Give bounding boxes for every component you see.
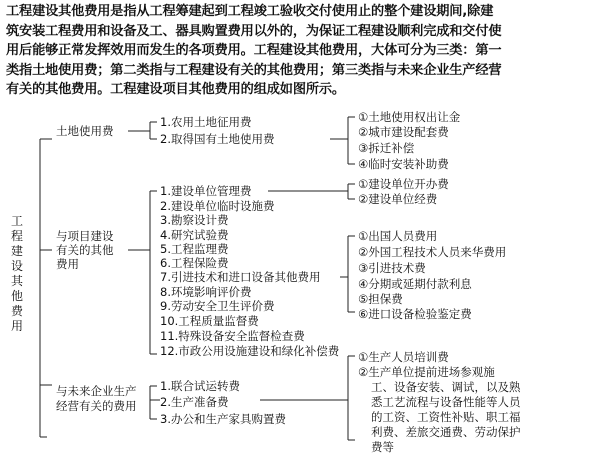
land-item: 1.农用土地征用费: [160, 115, 252, 129]
construction-item: 8.环境影响评价费: [160, 285, 252, 299]
root-label: 工程建设其他费用: [10, 214, 23, 333]
future-sub-line: ②生产单位提前进场参观施: [358, 365, 495, 379]
import-sub-item: ④分期或延期付款利息: [358, 277, 472, 291]
construction-item: 12.市政公用设施建设和绿化补偿费: [160, 344, 340, 358]
future-fee-label: 与未来企业生产: [56, 384, 137, 398]
land-sub-item: ④临时安装补助费: [358, 157, 449, 171]
construction-item: 5.工程监理费: [160, 242, 229, 256]
import-sub-item: ③引进技术费: [358, 261, 426, 275]
future-sub-line: 的工资、工资性补贴、职工福: [371, 410, 521, 424]
land-sub-item: ①土地使用权出让金: [358, 110, 461, 124]
future-item: 3.办公和生产家具购置费: [160, 412, 286, 426]
construction-item: 2.建设单位临时设施费: [160, 199, 275, 213]
construction-item: 7.引进技术和进口设备其他费用: [160, 270, 321, 284]
construction-item: 6.工程保险费: [160, 256, 229, 270]
mgmt-sub-item: ②建设单位经费: [358, 192, 438, 206]
land-sub-item: ③拆迁补偿: [358, 141, 415, 155]
construction-item: 4.研究试验费: [160, 228, 229, 242]
import-sub-item: ⑥进口设备检验鉴定费: [358, 307, 472, 321]
construction-item: 11.特殊设备安全监督检查费: [160, 329, 305, 343]
future-item: 1.联合试运转费: [160, 379, 240, 393]
intro-line: 类指土地使用费；第二类指与工程建设有关的其他费用；第三类指与未来企业生产经营: [6, 62, 502, 78]
construction-item: 9.劳动安全卫生评价费: [160, 299, 275, 313]
construction-item: 1.建设单位管理费: [160, 184, 252, 198]
future-fee-label: 经营有关的费用: [56, 399, 137, 413]
intro-line: 工程建设其他费用是指从工程筹建起到工程竣工验收交付使用止的整个建设期间,除建: [6, 4, 494, 19]
land-use-fee-label: 土地使用费: [56, 124, 114, 138]
construction-fee-label: 费用: [56, 257, 79, 271]
import-sub-item: ⑤担保费: [358, 292, 403, 306]
import-sub-item: ①出国人员费用: [358, 229, 438, 243]
land-item: 2.取得国有土地使用费: [160, 132, 275, 146]
future-sub-line: ①生产人员培训费: [358, 350, 449, 364]
future-sub-line: 利费、差旅交通费、劳动保护: [371, 425, 521, 439]
future-sub-line: 费等: [371, 440, 394, 454]
construction-fee-label: 有关的其他: [56, 243, 114, 257]
intro-line: 有关的其他费用。工程建设项目其他费用的组成如图所示。: [6, 82, 345, 98]
mgmt-sub-item: ①建设单位开办费: [358, 177, 449, 191]
future-item: 2.生产准备费: [160, 395, 229, 409]
intro-line: 筑安装工程费用和设备及工、器具购置费用以外的，为保证工程建设顺利完成和交付使: [6, 23, 502, 39]
import-sub-item: ②外国工程技术人员来华费用: [358, 245, 507, 259]
intro-line: 用后能够正常发挥效用而发生的各项费用。工程建设其他费用，大体可分为三类：第一: [6, 43, 502, 59]
future-sub-line: 悉工艺流程与设备性能等人员: [371, 395, 521, 409]
construction-item: 10.工程质量监督费: [160, 314, 259, 328]
construction-fee-label: 与项目建设: [56, 229, 114, 243]
land-sub-item: ②城市建设配套费: [358, 125, 449, 139]
future-sub-line: 工、设备安装、调试，以及熟: [371, 380, 521, 394]
construction-item: 3.勘察设计费: [160, 213, 229, 227]
